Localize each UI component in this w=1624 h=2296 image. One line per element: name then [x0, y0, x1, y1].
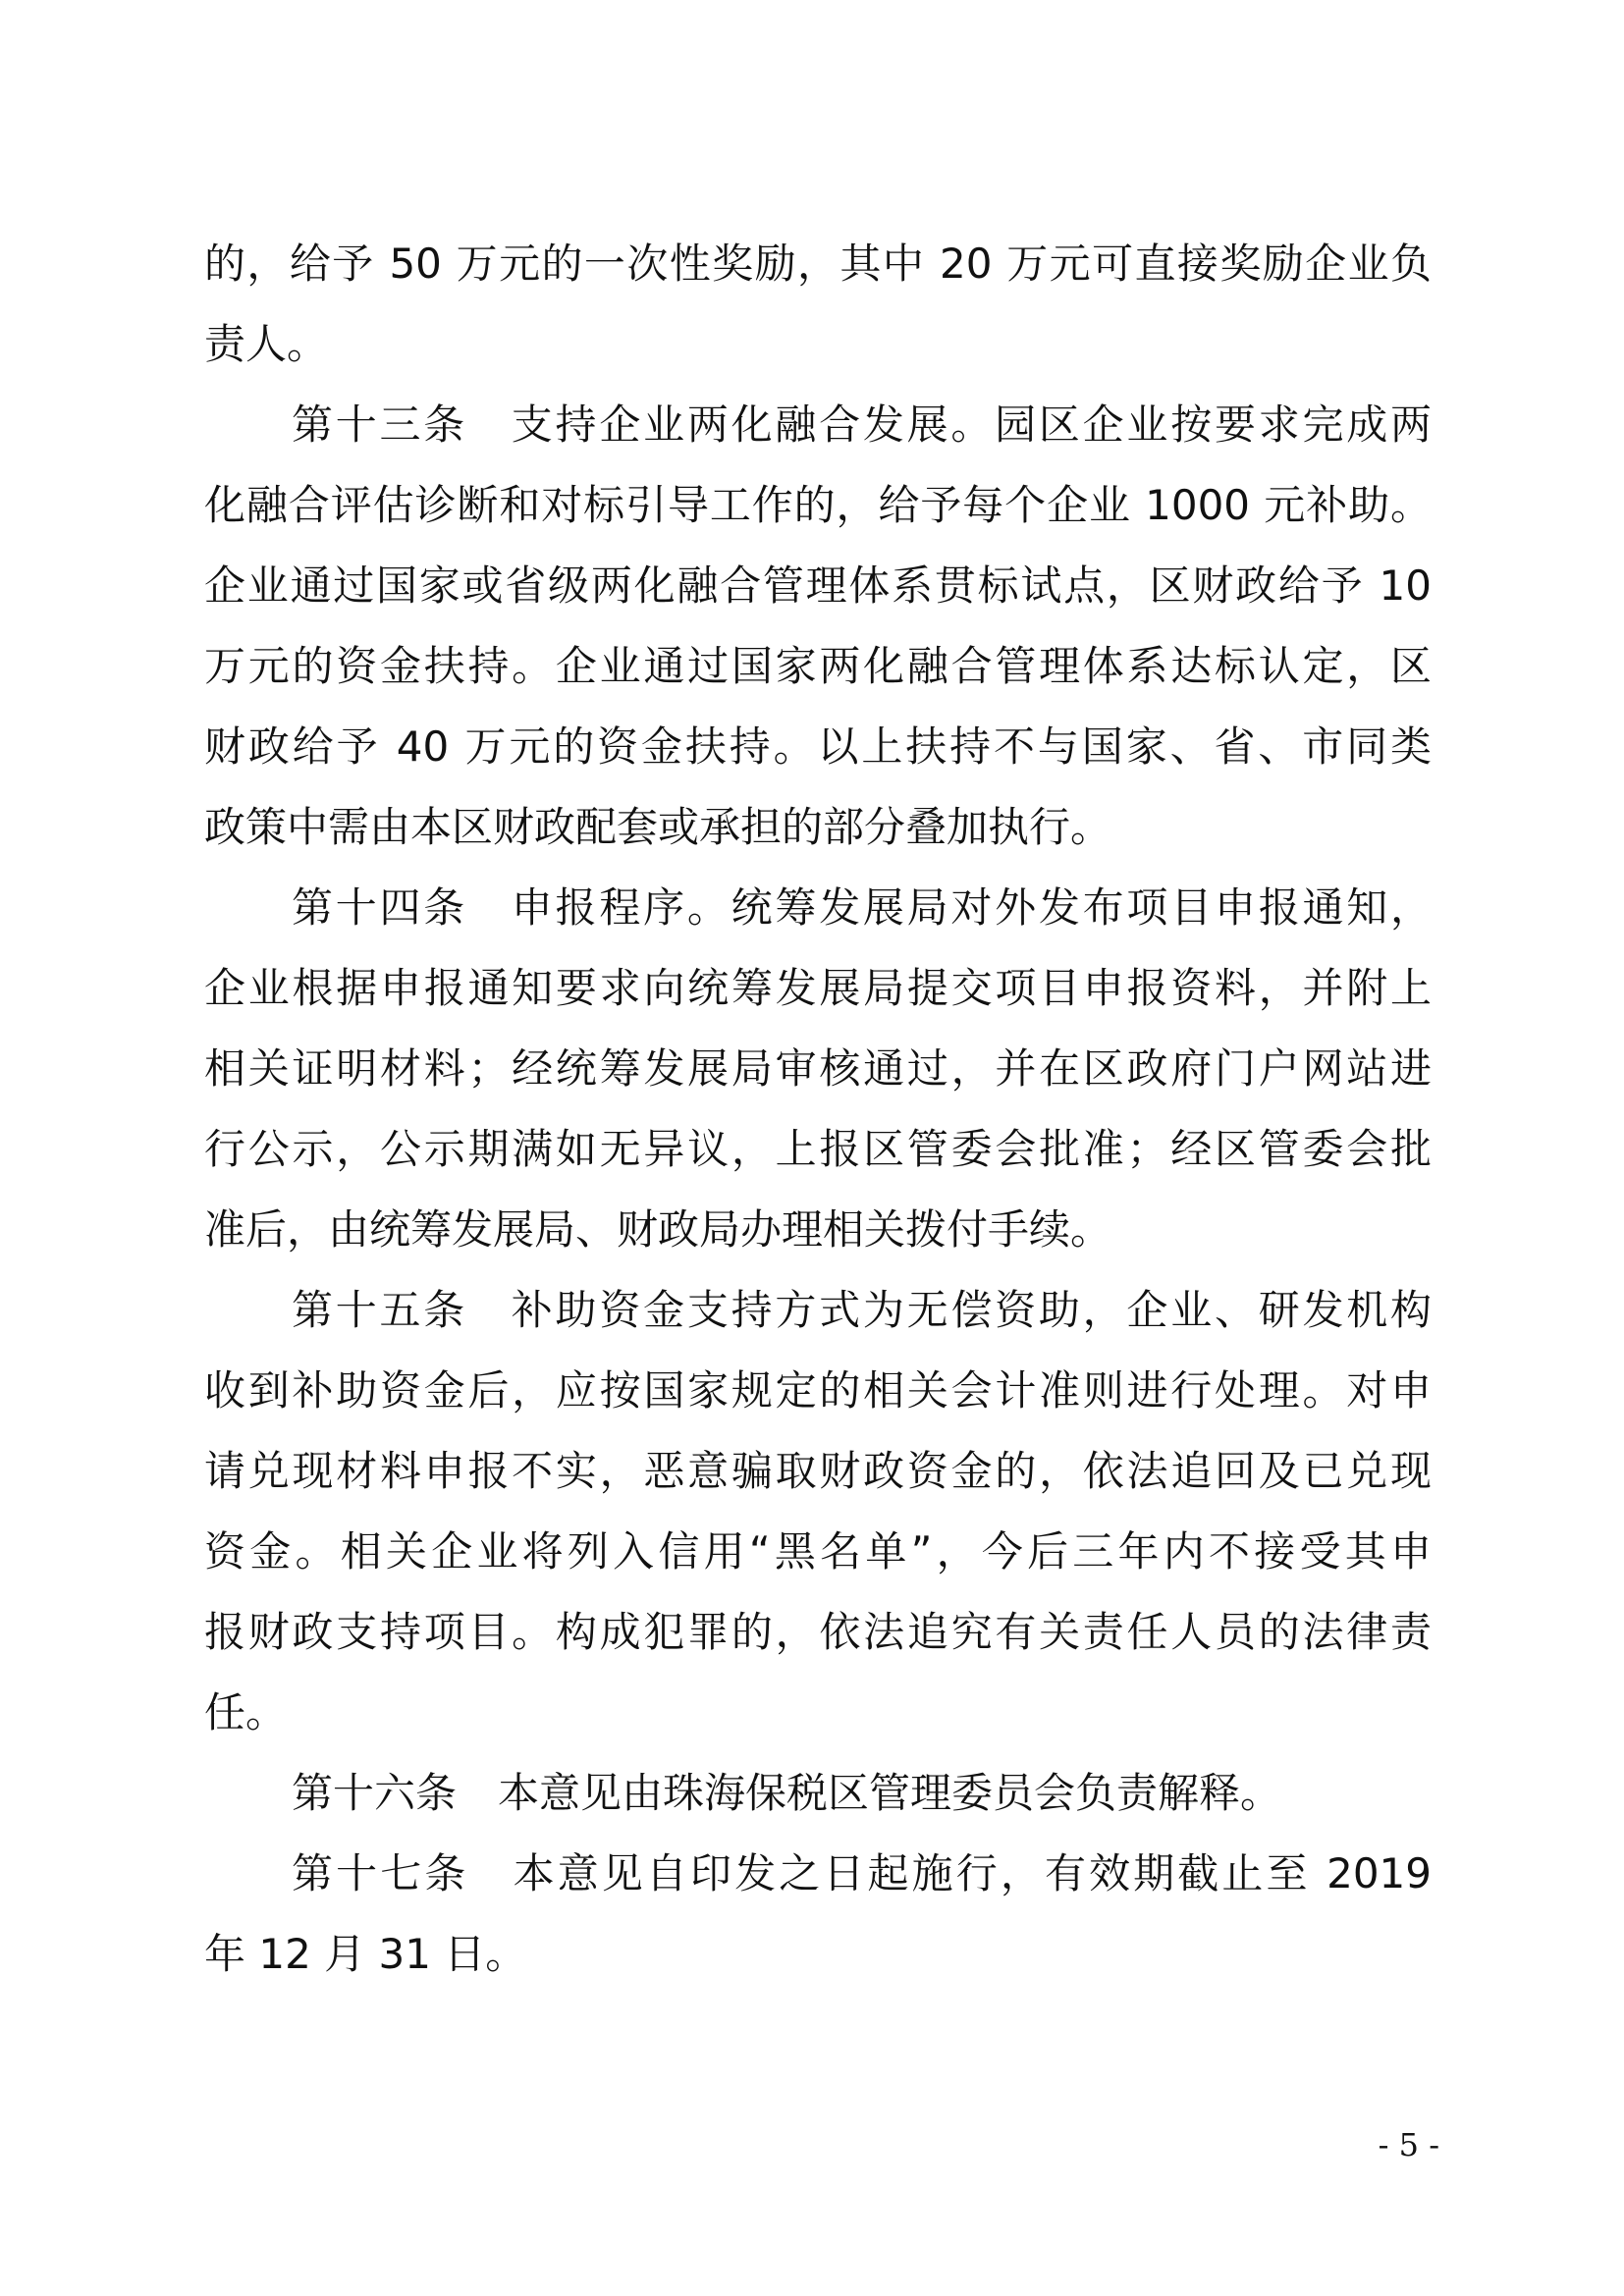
body-text-line: 收到补助资金后，应按国家规定的相关会计准则进行处理。对申 [204, 1366, 1432, 1415]
body-text-line: 财政给予 40 万元的资金扶持。以上扶持不与国家、省、市同类 [204, 722, 1432, 771]
body-text-line: 报财政支持项目。构成犯罪的，依法追究有关责任人员的法律责 [204, 1608, 1432, 1656]
body-text-line: 相关证明材料；经统筹发展局审核通过，并在区政府门户网站进 [204, 1044, 1432, 1093]
article-17-heading-line: 第十七条 本意见自印发之日起施行，有效期截止至 2019 [292, 1849, 1432, 1897]
body-text-line: 行公示，公示期满如无异议，上报区管委会批准；经区管委会批 [204, 1125, 1432, 1173]
article-13-heading-line: 第十三条 支持企业两化融合发展。园区企业按要求完成两 [292, 400, 1432, 449]
page-number: - 5 - [1378, 2126, 1439, 2163]
body-text-line: 任。 [204, 1688, 288, 1736]
body-text-line: 资金。相关企业将列入信用“黑名单”，今后三年内不接受其申 [204, 1527, 1432, 1575]
body-text-line: 政策中需由本区财政配套或承担的部分叠加执行。 [204, 803, 1112, 851]
body-text-line: 化融合评估诊断和对标引导工作的，给予每个企业 1000 元补助。 [204, 481, 1432, 529]
body-text-line: 企业通过国家或省级两化融合管理体系贯标试点，区财政给予 10 [204, 561, 1432, 610]
body-text-line: 的，给予 50 万元的一次性奖励，其中 20 万元可直接奖励企业负 [204, 240, 1432, 288]
body-text-line: 企业根据申报通知要求向统筹发展局提交项目申报资料，并附上 [204, 964, 1432, 1012]
body-text-line: 年 12 月 31 日。 [204, 1930, 527, 1978]
article-14-heading-line: 第十四条 申报程序。统筹发展局对外发布项目申报通知， [292, 883, 1432, 932]
body-text-line: 万元的资金扶持。企业通过国家两化融合管理体系达标认定，区 [204, 642, 1432, 690]
article-16-heading-line: 第十六条 本意见由珠海保税区管理委员会负责解释。 [292, 1769, 1282, 1817]
body-text-line: 责人。 [204, 320, 329, 368]
body-text-line: 准后，由统筹发展局、财政局办理相关拨付手续。 [204, 1205, 1112, 1254]
body-text-line: 请兑现材料申报不实，恶意骗取财政资金的，依法追回及已兑现 [204, 1447, 1432, 1495]
article-15-heading-line: 第十五条 补助资金支持方式为无偿资助，企业、研发机构 [292, 1286, 1432, 1334]
